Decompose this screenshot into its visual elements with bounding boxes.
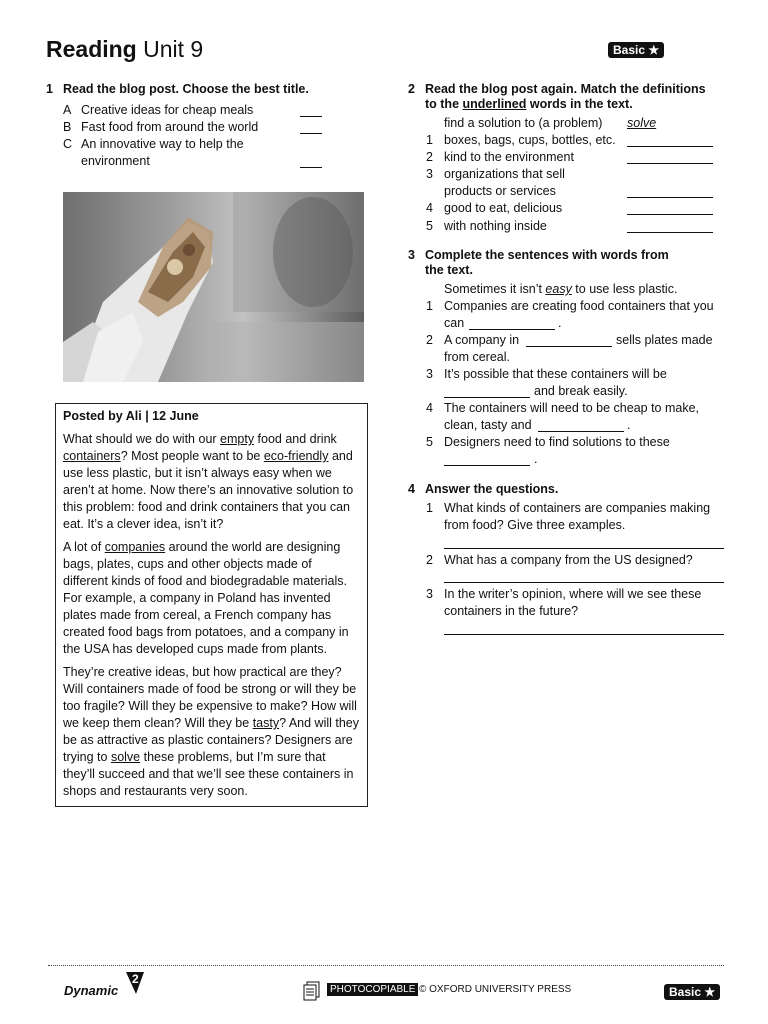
q3-line-text: Designers need to find solutions to these [444, 435, 670, 449]
q4-question-num: 1 [426, 501, 433, 515]
option-a-letter: A [63, 103, 72, 117]
q2-answer-blank[interactable] [627, 134, 713, 147]
q4-answer-line[interactable] [444, 570, 724, 583]
q2-item-num: 3 [426, 167, 433, 181]
q3-period: . [627, 418, 631, 432]
q4-question-num: 3 [426, 587, 433, 601]
level-badge: Basic ★ [608, 42, 664, 58]
q3-line-text: from cereal. [444, 350, 510, 364]
q3-example: Sometimes it isn’t easy to use less plastic. [444, 282, 678, 296]
option-c-letter: C [63, 137, 73, 151]
question-2-heading-cont: to the underlined words in the text. [425, 97, 633, 111]
page-title: Reading Unit 9 [46, 36, 204, 62]
q2-example-answer: solve [627, 116, 657, 130]
answer-blank-a[interactable] [300, 104, 322, 117]
q3-line-num: 3 [426, 367, 433, 381]
q2-item-num: 2 [426, 150, 433, 164]
q3-answer-blank[interactable] [526, 334, 612, 347]
blog-post [55, 403, 368, 807]
q2-item-num: 1 [426, 133, 433, 147]
dynamic-logo: Dynamic 2 [64, 970, 154, 1000]
photocopy-icon [303, 981, 321, 1001]
question-1: 1 Read the blog post. Choose the best title. [46, 82, 309, 96]
q2-item-text: kind to the environment [444, 150, 574, 164]
q4-question-text: containers in the future? [444, 604, 579, 618]
blog-byline: Posted by Ali | 12 June [63, 409, 199, 423]
question-3-heading-cont: the text. [425, 263, 473, 277]
q4-answer-line[interactable] [444, 622, 724, 635]
q2-item-text: good to eat, delicious [444, 201, 563, 215]
q3-period: . [558, 316, 562, 330]
q3-line-text: The containers will need to be cheap to make, [444, 401, 700, 415]
q4-question-num: 2 [426, 553, 433, 567]
q2-item-num: 5 [426, 219, 433, 233]
option-c-text-cont: environment [81, 154, 150, 168]
q2-answer-blank[interactable] [627, 151, 713, 164]
q4-question-text: from food? Give three examples. [444, 518, 626, 532]
question-3-heading: 3 Complete the sentences with words from [408, 248, 669, 262]
q4-question-text: In the writer’s opinion, where will we see these [444, 587, 702, 601]
option-c-text: An innovative way to help the [81, 137, 244, 151]
q3-line-text: and break easily. [534, 384, 628, 398]
q3-line-num: 5 [426, 435, 433, 449]
answer-blank-b[interactable] [300, 121, 322, 134]
q4-question-text: What kinds of containers are companies making [444, 501, 711, 515]
q2-item-text: with nothing inside [444, 219, 547, 233]
q2-answer-blank[interactable] [627, 220, 713, 233]
q3-line-text: It’s possible that these containers will be [444, 367, 667, 381]
q3-line-text: sells plates made [616, 333, 713, 347]
answer-blank-c[interactable] [300, 155, 322, 168]
blog-paragraph-3: They’re creative ideas, but how practical are they? Will containers made of food be strong or will they be too fragile? Will they be expensive to make? How will we keep them clean? Will they be tasty? And will they be as attractive as plastic containers? Designers are trying to solve these problems, but I’m sure that they’ll succeed and that we’ll see these containers in shops and restaurants very soon. [63, 665, 360, 798]
edible-container-photo [63, 192, 364, 382]
q2-item-text: organizations that sell [444, 167, 565, 181]
q3-line-num: 1 [426, 299, 433, 313]
q3-period: . [534, 452, 538, 466]
q3-answer-blank[interactable] [469, 317, 555, 330]
question-4-heading: 4 Answer the questions. [408, 482, 559, 496]
option-b-letter: B [63, 120, 72, 134]
option-b-text: Fast food from around the world [81, 120, 259, 134]
q2-example: find a solution to (a problem) [444, 116, 603, 130]
q2-answer-blank[interactable] [627, 185, 713, 198]
q3-line-text: clean, tasty and [444, 418, 532, 432]
q3-line-text: Companies are creating food containers that you [444, 299, 714, 313]
q3-answer-blank[interactable] [444, 385, 530, 398]
q3-line-num: 2 [426, 333, 433, 347]
q2-answer-blank[interactable] [627, 202, 713, 215]
q3-line-num: 4 [426, 401, 433, 415]
q3-line-text: A company in [444, 333, 520, 347]
q3-answer-blank[interactable] [538, 419, 624, 432]
footer-level-badge: Basic ★ [664, 984, 720, 1000]
q3-answer-blank[interactable] [444, 453, 530, 466]
q2-item-text: boxes, bags, cups, bottles, etc. [444, 133, 616, 147]
wrap-sandwich-image [63, 192, 364, 382]
blog-paragraph-1: What should we do with our empty food and drink containers? Most people want to be eco-friendly and use less plastic, but it isn’t always easy when we aren’t at home. Now there’s an innovative solution to this problem: food and drink containers that you can eat. It’s a clever idea, isn’t it? [63, 432, 354, 531]
q4-answer-line[interactable] [444, 536, 724, 549]
q2-item-text-cont: products or services [444, 184, 556, 198]
footer-divider [48, 965, 724, 966]
photocopiable-label: PHOTOCOPIABLE [327, 983, 418, 996]
option-a-text: Creative ideas for cheap meals [81, 103, 254, 117]
q2-item-num: 4 [426, 201, 433, 215]
publisher-label: © OXFORD UNIVERSITY PRESS [419, 984, 572, 995]
q3-line-text: can [444, 316, 465, 330]
blog-paragraph-2: A lot of companies around the world are designing bags, plates, cups and other objects made of different kinds of food and biodegradable materials. For example, a company in Poland has invented plates made from cereal, a French company has created food bags from potatoes, and a company in the USA has developed cups made from plants. [63, 540, 349, 656]
q4-question-text: What has a company from the US designed? [444, 553, 693, 567]
question-2-heading: 2 Read the blog post again. Match the definitions [408, 82, 706, 96]
